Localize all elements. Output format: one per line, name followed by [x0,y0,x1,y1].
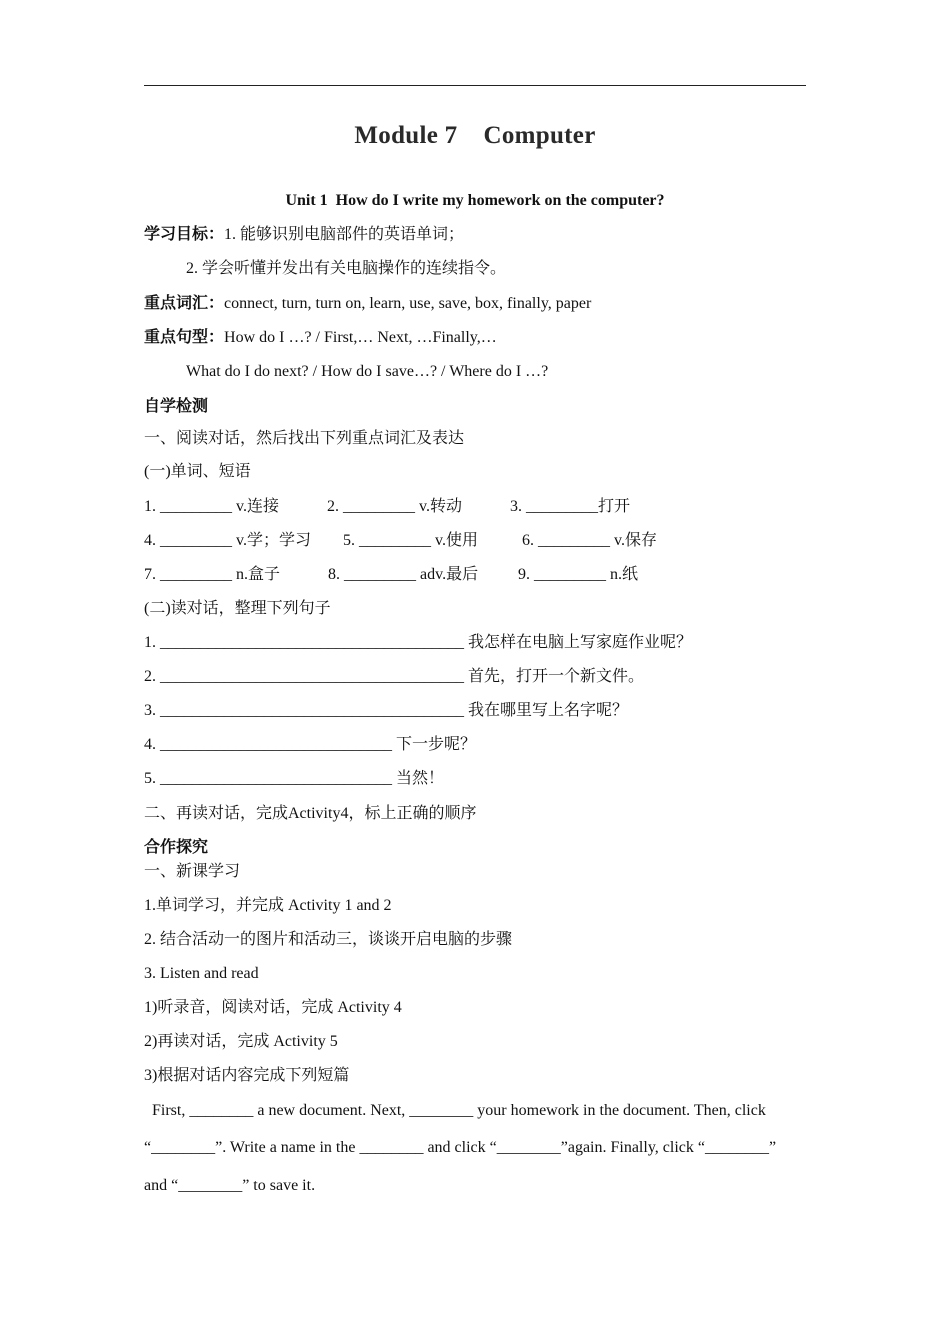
word-item-4: 4. _________ v.学；学习 [144,532,311,549]
sentence-item-4: 4. _____________________________ 下一步呢？ [144,736,477,753]
cooperate-item-2: 2. 结合活动一的图片和活动三，谈谈开启电脑的步骤 [144,931,513,948]
cooperate-item-5: 2)再读对话，完成 Activity 5 [144,1033,338,1050]
title-module: Module 7 [354,122,458,149]
passage-line-3: and “________” to save it. [144,1177,316,1194]
sentence-item-5: 5. _____________________________ 当然！ [144,770,445,787]
sentences-label: 重点句型： [144,329,225,346]
cooperate-part1: 一、新课学习 [144,863,241,880]
passage-line-1: First, ________ a new document. Next, ________ your homework in the document. Then, click [144,1102,766,1119]
vocab-text: connect, turn, turn on, learn, use, save, box, finally, paper [224,295,592,312]
sentences-line2: What do I do next? / How do I save…? / Where do I …? [186,363,549,380]
objectives-line [144,225,464,245]
title-topic: Computer [483,122,596,149]
word-item-6: 6. _________ v.保存 [522,532,657,549]
word-item-9: 9. _________ n.纸 [518,566,639,583]
sentences-line [144,328,497,348]
cooperate-item-4: 1)听录音，阅读对话，完成 Activity 4 [144,999,402,1016]
word-item-3: 3. _________打开 [510,498,631,515]
self-check-heading: 自学检测 [144,398,209,415]
sentence-item-2: 2. ______________________________________ 首先，打开一个新文件。 [144,668,645,685]
vocab-label: 重点词汇： [144,295,225,312]
header-rule [144,85,806,86]
objectives-label: 学习目标： [144,226,225,243]
cooperate-heading: 合作探究 [144,839,209,856]
word-item-1: 1. _________ v.连接 [144,498,279,515]
sentences-subheading: (二)读对话，整理下列句子 [144,600,331,617]
sentence-item-3: 3. ______________________________________ 我在哪里写上名字呢？ [144,702,629,719]
objective-1: 1. 能够识别电脑部件的英语单词； [224,226,465,243]
cooperate-item-6: 3)根据对话内容完成下列短篇 [144,1067,350,1084]
word-item-5: 5. _________ v.使用 [343,532,478,549]
sentences-line1: How do I …? / First,… Next, …Finally,… [224,329,497,346]
objective-2: 2. 学会听懂并发出有关电脑操作的连续指令。 [186,260,507,277]
words-subheading: (一)单词、短语 [144,463,251,480]
self-check-part1: 一、阅读对话，然后找出下列重点词汇及表达 [144,430,465,447]
page-title [0,122,950,150]
word-item-2: 2. _________ v.转动 [327,498,462,515]
passage-line-2: “________”. Write a name in the ________ and click “________”again. Finally, click “________” [144,1139,777,1156]
word-item-7: 7. _________ n.盒子 [144,566,281,583]
self-check-part2: 二、再读对话，完成Activity4，标上正确的顺序 [144,805,477,822]
sentence-item-1: 1. ______________________________________ 我怎样在电脑上写家庭作业呢？ [144,634,693,651]
cooperate-item-1: 1.单词学习，并完成 Activity 1 and 2 [144,897,392,914]
vocab-line [144,294,591,314]
unit-title: Unit 1 How do I write my homework on the computer? [285,192,665,209]
cooperate-item-3: 3. Listen and read [144,965,259,982]
word-item-8: 8. _________ adv.最后 [328,566,479,583]
